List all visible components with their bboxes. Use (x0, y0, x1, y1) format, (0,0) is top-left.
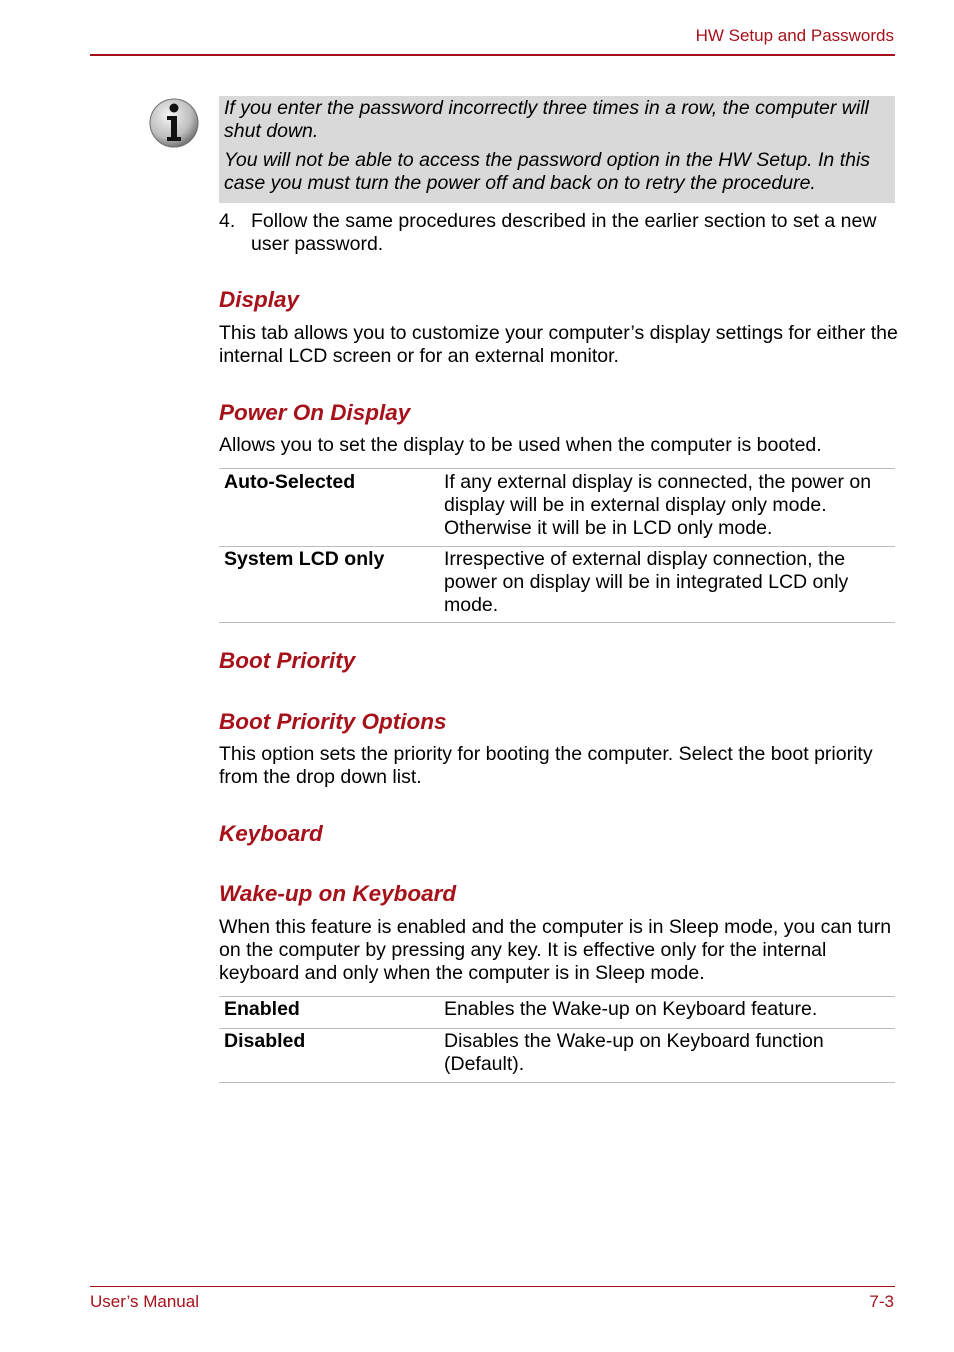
step-text: Follow the same procedures described in the earlier section to set a new user password. (251, 210, 877, 255)
power-on-table (219, 468, 895, 623)
footer-manual-title: User’s Manual (90, 1292, 199, 1311)
subheading-wakeup-on-keyboard: Wake-up on Keyboard (219, 881, 457, 906)
table-term: System LCD only (224, 548, 385, 570)
note-paragraph: You will not be able to access the password option in the HW Setup. In this case you must turn the power off and back on to retry the procedure. (224, 149, 871, 194)
step-number: 4. (219, 210, 236, 232)
table-def: Irrespective of external display connection, the power on display will be in integrated LCD only mode. (444, 548, 849, 616)
table-def: Enables the Wake-up on Keyboard feature. (444, 998, 818, 1020)
info-icon (148, 96, 200, 150)
table-def: Disables the Wake-up on Keyboard function (Default). (444, 1030, 824, 1075)
section-heading-keyboard: Keyboard (219, 821, 323, 846)
section-heading-display: Display (219, 287, 300, 312)
page-header-title: HW Setup and Passwords (695, 26, 894, 45)
note-paragraph: If you enter the password incorrectly three times in a row, the computer will shut down. (224, 97, 869, 142)
note-box (219, 96, 895, 203)
table-term: Disabled (224, 1030, 306, 1052)
page-number: 7-3 (869, 1292, 894, 1311)
section-heading-boot-priority: Boot Priority (219, 648, 356, 673)
subheading-boot-priority-options: Boot Priority Options (219, 709, 447, 734)
table-row (219, 996, 895, 1028)
wakeup-table (219, 996, 895, 1083)
power-on-intro: Allows you to set the display to be used when the computer is booted. (219, 434, 822, 456)
boot-options-intro: This option sets the priority for booting the computer. Select the boot priority from the drop down list. (219, 743, 873, 788)
subheading-power-on-display: Power On Display (219, 400, 411, 425)
table-term: Auto-Selected (224, 471, 356, 493)
table-row (219, 1028, 895, 1083)
step-item (219, 210, 899, 256)
display-intro: This tab allows you to customize your computer’s display settings for either the internal LCD screen or for an external monitor. (219, 322, 898, 367)
header-rule (90, 54, 895, 56)
table-row (219, 468, 895, 546)
footer-rule (90, 1286, 895, 1287)
table-def: If any external display is connected, the power on display will be in external display only mode. Otherwise it will be in LCD only mode. (444, 471, 872, 539)
table-term: Enabled (224, 998, 300, 1020)
wakeup-intro: When this feature is enabled and the computer is in Sleep mode, you can turn on the computer by pressing any key. It is effective only for the internal keyboard and only when the computer is in Sleep mode. (219, 916, 892, 984)
table-row (219, 546, 895, 623)
